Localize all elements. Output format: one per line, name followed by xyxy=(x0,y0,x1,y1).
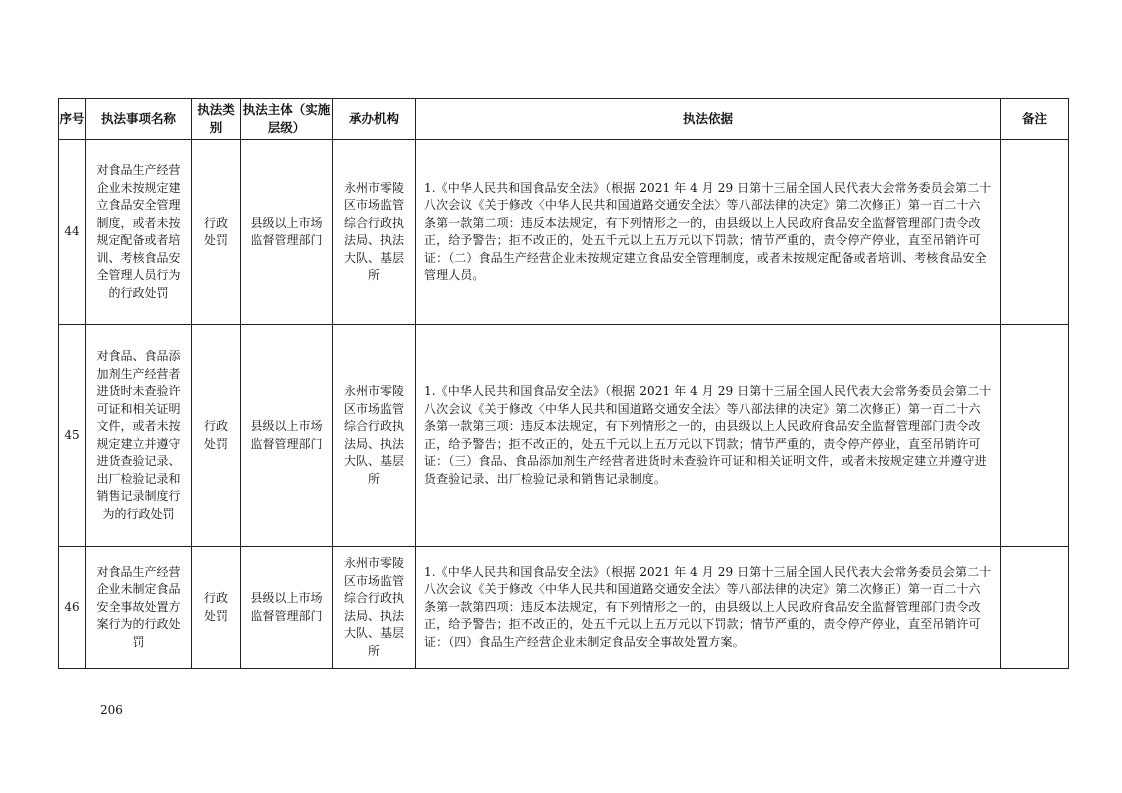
table-row xyxy=(59,325,1069,547)
row-agency: 永州市零陵区市场监管综合行政执法局、执法大队、基层所 xyxy=(333,140,416,325)
header-remark: 备注 xyxy=(1001,99,1069,140)
table-row xyxy=(59,140,1069,325)
enforcement-table xyxy=(58,98,1069,669)
row-seq: 46 xyxy=(59,547,86,669)
row-name: 对食品、食品添加剂生产经营者进货时未查验许可证和相关证明文件，或者未按规定建立并遵守进货查验记录、出厂检验记录和销售记录制度行为的行政处罚 xyxy=(86,325,192,547)
header-name: 执法事项名称 xyxy=(86,99,192,140)
header-subject: 执法主体（实施层级） xyxy=(241,99,333,140)
row-category: 行政处罚 xyxy=(192,140,241,325)
row-subject: 县级以上市场监督管理部门 xyxy=(241,140,333,325)
page-number: 206 xyxy=(100,703,123,717)
header-category: 执法类别 xyxy=(192,99,241,140)
row-basis: 1.《中华人民共和国食品安全法》（根据 2021 年 4 月 29 日第十三届全国人民代表大会常务委员会第二十八次会议《关于修改〈中华人民共和国道路交通安全法〉等八部法律的决定》第二次修正）第一百二十六条第一款第二项：违反本法规定，有下列情形之一的，由县级以上人民政府食品安全监督管理部门责令改正，给予警告；拒不改正的，处五千元以上五万元以下罚款；情节严重的，责令停产停业，直至吊销许可证：（二）食品生产经营企业未按规定建立食品安全管理制度，或者未按规定配备或者培训、考核食品安全管理人员。 xyxy=(416,140,1001,325)
row-remark xyxy=(1001,325,1069,547)
row-seq: 44 xyxy=(59,140,86,325)
row-basis: 1.《中华人民共和国食品安全法》（根据 2021 年 4 月 29 日第十三届全国人民代表大会常务委员会第二十八次会议《关于修改〈中华人民共和国道路交通安全法〉等八部法律的决定》第二次修正）第一百二十六条第一款第四项：违反本法规定，有下列情形之一的，由县级以上人民政府食品安全监督管理部门责令改正，给予警告；拒不改正的，处五千元以上五万元以下罚款；情节严重的，责令停产停业，直至吊销许可证：（四）食品生产经营企业未制定食品安全事故处置方案。 xyxy=(416,547,1001,669)
row-agency: 永州市零陵区市场监管综合行政执法局、执法大队、基层所 xyxy=(333,547,416,669)
row-remark xyxy=(1001,547,1069,669)
row-name: 对食品生产经营企业未按规定建立食品安全管理制度，或者未按规定配备或者培训、考核食品安全管理人员行为的行政处罚 xyxy=(86,140,192,325)
row-agency: 永州市零陵区市场监管综合行政执法局、执法大队、基层所 xyxy=(333,325,416,547)
table-row xyxy=(59,547,1069,669)
row-seq: 45 xyxy=(59,325,86,547)
row-category: 行政处罚 xyxy=(192,547,241,669)
header-seq: 序号 xyxy=(59,99,86,140)
row-subject: 县级以上市场监督管理部门 xyxy=(241,547,333,669)
header-agency: 承办机构 xyxy=(333,99,416,140)
row-category: 行政处罚 xyxy=(192,325,241,547)
row-subject: 县级以上市场监督管理部门 xyxy=(241,325,333,547)
table-header-row xyxy=(59,99,1069,140)
row-remark xyxy=(1001,140,1069,325)
row-basis: 1.《中华人民共和国食品安全法》（根据 2021 年 4 月 29 日第十三届全国人民代表大会常务委员会第二十八次会议《关于修改〈中华人民共和国道路交通安全法〉等八部法律的决定》第二次修正）第一百二十六条第一款第三项：违反本法规定，有下列情形之一的，由县级以上人民政府食品安全监督管理部门责令改正，给予警告；拒不改正的，处五千元以上五万元以下罚款；情节严重的，责令停产停业，直至吊销许可证：（三）食品、食品添加剂生产经营者进货时未查验许可证和相关证明文件，或者未按规定建立并遵守进货查验记录、出厂检验记录和销售记录制度。 xyxy=(416,325,1001,547)
row-name: 对食品生产经营企业未制定食品安全事故处置方案行为的行政处罚 xyxy=(86,547,192,669)
header-basis: 执法依据 xyxy=(416,99,1001,140)
